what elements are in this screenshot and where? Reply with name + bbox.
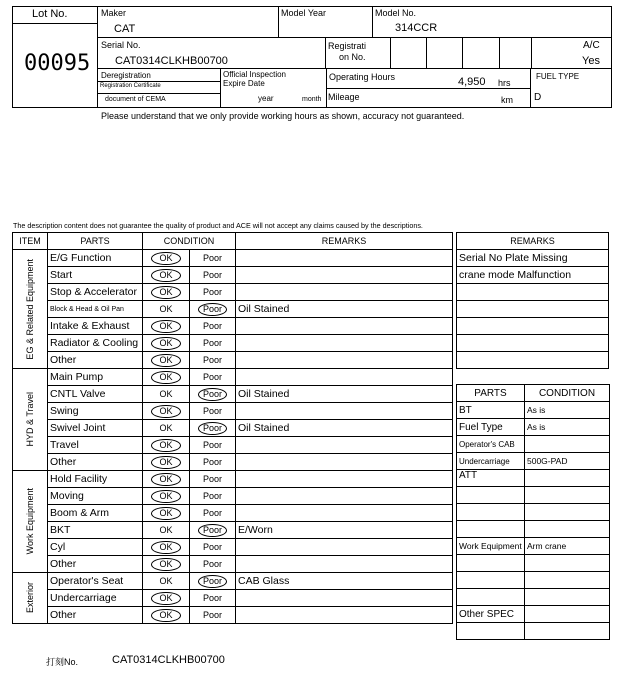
registration-box-4 xyxy=(499,37,532,69)
condition-poor-cell xyxy=(190,539,236,556)
parts-box-part: Fuel Type xyxy=(457,419,525,436)
condition-ok-cell xyxy=(143,335,190,352)
we-space xyxy=(457,572,525,589)
operating-hours-label: Operating Hours xyxy=(329,72,396,82)
remark: CAB Glass xyxy=(236,573,453,590)
table-row xyxy=(13,505,453,522)
remarks-box-wrap xyxy=(456,232,609,369)
spec-space xyxy=(457,623,525,640)
parts-box-condition xyxy=(525,436,610,453)
condition-poor-cell xyxy=(190,505,236,522)
header-remarks: REMARKS xyxy=(236,233,453,250)
we-space xyxy=(457,555,525,572)
parts-box-row xyxy=(457,470,610,487)
condition-ok-cell xyxy=(143,301,190,318)
table-row xyxy=(13,539,453,556)
remarks-line xyxy=(457,301,609,318)
remark xyxy=(236,488,453,505)
parts-box-header-condition: CONDITION xyxy=(525,385,610,402)
condition-ok: OK xyxy=(151,354,180,367)
registration-label-2: on No. xyxy=(339,52,366,62)
table-row xyxy=(13,267,453,284)
dereg-sep-2 xyxy=(97,93,221,94)
section-label: HYD & Travel xyxy=(25,392,35,447)
table-row xyxy=(13,250,453,267)
parts-box-part: BT xyxy=(457,402,525,419)
we-space xyxy=(457,589,525,606)
att-space xyxy=(525,521,610,538)
part-name: Other xyxy=(48,352,143,369)
we-space xyxy=(525,555,610,572)
part-name: Start xyxy=(48,267,143,284)
condition-ok: OK xyxy=(159,388,173,399)
condition-ok: OK xyxy=(159,524,173,535)
part-name: Moving xyxy=(48,488,143,505)
model-no-value: 314CCR xyxy=(395,22,438,34)
table-row xyxy=(13,454,453,471)
condition-poor-cell xyxy=(190,454,236,471)
condition-ok: OK xyxy=(151,456,180,469)
footer-label: 打刻No. xyxy=(46,657,79,667)
parts-box-condition: 500G-PAD xyxy=(525,453,610,470)
part-name: Swing xyxy=(48,403,143,420)
mileage-label: Mileage xyxy=(328,92,360,102)
remark xyxy=(236,539,453,556)
condition-ok-cell xyxy=(143,505,190,522)
condition-poor: Poor xyxy=(202,439,222,450)
condition-poor-cell xyxy=(190,301,236,318)
remarks-line-row xyxy=(457,318,609,335)
parts-box-condition: As is xyxy=(525,402,610,419)
parts-box-row xyxy=(457,436,610,453)
condition-poor-cell xyxy=(190,284,236,301)
condition-poor-cell xyxy=(190,437,236,454)
dereg-sub1: Registration Certificate xyxy=(100,83,161,89)
condition-poor: Poor xyxy=(202,490,222,501)
condition-ok-cell xyxy=(143,403,190,420)
condition-ok: OK xyxy=(151,609,180,622)
condition-poor-cell xyxy=(190,522,236,539)
condition-poor-cell xyxy=(190,369,236,386)
parts-box-row xyxy=(457,521,610,538)
condition-poor: Poor xyxy=(202,354,222,365)
registration-label-1: Registrati xyxy=(328,41,367,51)
header-item: ITEM xyxy=(13,233,48,250)
table-row xyxy=(13,420,453,437)
fuel-type-value: D xyxy=(534,92,542,103)
lot-number: 00095 xyxy=(24,51,91,76)
condition-poor: Poor xyxy=(202,507,222,518)
condition-poor-cell xyxy=(190,267,236,284)
model-no-label: Model No. xyxy=(375,8,417,18)
dereg-sep-1 xyxy=(97,81,221,82)
condition-ok: OK xyxy=(151,286,180,299)
condition-ok: OK xyxy=(151,405,180,418)
work-equipment-label: Work Equipment xyxy=(457,538,525,555)
remarks-box xyxy=(456,232,609,369)
section-label-cell xyxy=(13,369,48,471)
section-label-cell xyxy=(13,471,48,573)
remark: Oil Stained xyxy=(236,420,453,437)
condition-poor-cell xyxy=(190,573,236,590)
remarks-line-row xyxy=(457,352,609,369)
condition-ok: OK xyxy=(151,371,180,384)
registration-box-3 xyxy=(462,37,500,69)
parts-box-row xyxy=(457,453,610,470)
condition-ok: OK xyxy=(151,269,180,282)
remark xyxy=(236,250,453,267)
fuel-type-label: FUEL TYPE xyxy=(536,72,580,81)
part-name: Other xyxy=(48,454,143,471)
condition-ok: OK xyxy=(151,439,180,452)
remark: E/Worn xyxy=(236,522,453,539)
lot-label: Lot No. xyxy=(32,8,68,20)
part-name: CNTL Valve xyxy=(48,386,143,403)
parts-box-part: Undercarriage xyxy=(457,453,525,470)
serial-label: Serial No. xyxy=(101,40,141,50)
condition-ok: OK xyxy=(151,252,180,265)
maker-value: CAT xyxy=(114,23,136,35)
ac-value: Yes xyxy=(582,55,600,67)
condition-poor: Poor xyxy=(202,558,222,569)
condition-ok: OK xyxy=(151,473,180,486)
hours-note: Please understand that we only provide working hours as shown, accuracy not guaranteed. xyxy=(101,111,465,121)
att-space xyxy=(457,504,525,521)
condition-poor-cell xyxy=(190,607,236,624)
condition-poor: Poor xyxy=(198,422,227,435)
remarks-line xyxy=(457,318,609,335)
year-label: year xyxy=(258,94,274,103)
header-parts: PARTS xyxy=(48,233,143,250)
header-block xyxy=(12,6,612,108)
condition-ok-cell xyxy=(143,488,190,505)
table-row xyxy=(13,607,453,624)
other-spec-label: Other SPEC xyxy=(457,606,525,623)
table-row xyxy=(13,403,453,420)
operating-hours-value: 4,950 xyxy=(458,76,486,88)
we-space xyxy=(525,572,610,589)
condition-ok: OK xyxy=(159,303,173,314)
table-header-row xyxy=(13,233,453,250)
table-row xyxy=(13,488,453,505)
condition-poor: Poor xyxy=(198,388,227,401)
parts-box xyxy=(456,384,610,640)
condition-ok-cell xyxy=(143,539,190,556)
condition-ok-cell xyxy=(143,284,190,301)
condition-poor: Poor xyxy=(202,286,222,297)
parts-box-row xyxy=(457,419,610,436)
part-name: Intake & Exhaust xyxy=(48,318,143,335)
part-name: Radiator & Cooling xyxy=(48,335,143,352)
condition-ok: OK xyxy=(159,422,173,433)
part-name: Main Pump xyxy=(48,369,143,386)
remarks-line-row xyxy=(457,301,609,318)
att-space xyxy=(525,504,610,521)
condition-poor: Poor xyxy=(202,405,222,416)
remark xyxy=(236,454,453,471)
att-value xyxy=(525,470,610,487)
condition-poor: Poor xyxy=(202,609,222,620)
remark xyxy=(236,556,453,573)
table-row xyxy=(13,352,453,369)
remark xyxy=(236,403,453,420)
remark xyxy=(236,284,453,301)
table-row xyxy=(13,335,453,352)
part-name: E/G Function xyxy=(48,250,143,267)
parts-box-row xyxy=(457,606,610,623)
condition-ok-cell xyxy=(143,420,190,437)
remarks-line-row xyxy=(457,250,609,267)
condition-ok-cell xyxy=(143,454,190,471)
model-year-label: Model Year xyxy=(281,8,327,18)
parts-box-row xyxy=(457,623,610,640)
condition-poor-cell xyxy=(190,403,236,420)
condition-ok-cell xyxy=(143,352,190,369)
remarks-box-header: REMARKS xyxy=(457,233,609,250)
condition-ok-cell xyxy=(143,573,190,590)
remarks-line xyxy=(457,284,609,301)
condition-ok-cell xyxy=(143,556,190,573)
registration-box-1 xyxy=(390,37,427,69)
section-label: EG & Related Equipment xyxy=(25,258,35,360)
parts-box-row xyxy=(457,555,610,572)
remarks-line: Serial No Plate Missing xyxy=(457,250,609,267)
remark xyxy=(236,505,453,522)
condition-ok-cell xyxy=(143,471,190,488)
part-name: Travel xyxy=(48,437,143,454)
parts-box-condition: As is xyxy=(525,419,610,436)
condition-ok-cell xyxy=(143,318,190,335)
part-name: Hold Facility xyxy=(48,471,143,488)
section-label-cell xyxy=(13,573,48,624)
condition-ok: OK xyxy=(151,320,180,333)
condition-poor-cell xyxy=(190,386,236,403)
condition-poor: Poor xyxy=(202,337,222,348)
work-equipment-value: Arm crane xyxy=(525,538,610,555)
remark xyxy=(236,607,453,624)
condition-poor: Poor xyxy=(202,371,222,382)
condition-poor: Poor xyxy=(198,303,227,316)
remarks-line xyxy=(457,352,609,369)
condition-poor: Poor xyxy=(202,473,222,484)
remark xyxy=(236,335,453,352)
remark xyxy=(236,437,453,454)
condition-ok: OK xyxy=(151,337,180,350)
km-unit: km xyxy=(501,95,513,105)
att-space xyxy=(525,487,610,504)
condition-ok: OK xyxy=(151,490,180,503)
condition-poor: Poor xyxy=(198,575,227,588)
remark xyxy=(236,471,453,488)
part-name: Block & Head & Oil Pan xyxy=(48,301,143,318)
dereg-label: Deregistration xyxy=(101,71,151,80)
condition-poor-cell xyxy=(190,318,236,335)
att-space xyxy=(457,487,525,504)
remark xyxy=(236,267,453,284)
condition-ok-cell xyxy=(143,250,190,267)
condition-ok: OK xyxy=(151,507,180,520)
condition-ok: OK xyxy=(159,575,173,586)
condition-ok-cell xyxy=(143,607,190,624)
hrs-unit: hrs xyxy=(498,78,511,88)
parts-box-row xyxy=(457,504,610,521)
parts-box-header-row xyxy=(457,385,610,402)
parts-box-row xyxy=(457,487,610,504)
remark xyxy=(236,318,453,335)
part-name: Cyl xyxy=(48,539,143,556)
remarks-line: crane mode Malfunction xyxy=(457,267,609,284)
spec-space xyxy=(525,623,610,640)
parts-box-row xyxy=(457,572,610,589)
hours-sep xyxy=(326,88,531,89)
registration-box-2 xyxy=(426,37,463,69)
remark: Oil Stained xyxy=(236,301,453,318)
condition-poor: Poor xyxy=(202,320,222,331)
table-row xyxy=(13,318,453,335)
condition-poor: Poor xyxy=(202,592,222,603)
condition-poor: Poor xyxy=(202,541,222,552)
table-row xyxy=(13,522,453,539)
remarks-line-row xyxy=(457,284,609,301)
inspection-label-1: Official Inspection xyxy=(223,70,286,79)
part-name: BKT xyxy=(48,522,143,539)
serial-value: CAT0314CLKHB00700 xyxy=(115,55,228,67)
att-space xyxy=(457,521,525,538)
remark xyxy=(236,369,453,386)
part-name: Other xyxy=(48,607,143,624)
att-label: ATT xyxy=(457,470,525,487)
inspection-label-2: Expire Date xyxy=(223,79,265,88)
condition-ok: OK xyxy=(151,541,180,554)
main-table-wrap xyxy=(12,232,453,624)
condition-poor-cell xyxy=(190,590,236,607)
ac-label: A/C xyxy=(583,40,600,51)
remark xyxy=(236,352,453,369)
part-name: Stop & Accelerator xyxy=(48,284,143,301)
condition-table-body xyxy=(13,233,453,624)
parts-box-header-parts: PARTS xyxy=(457,385,525,402)
table-row xyxy=(13,437,453,454)
table-row xyxy=(13,556,453,573)
condition-ok-cell xyxy=(143,437,190,454)
condition-ok-cell xyxy=(143,522,190,539)
footer-value: CAT0314CLKHB00700 xyxy=(112,654,225,666)
table-row xyxy=(13,386,453,403)
condition-ok: OK xyxy=(151,558,180,571)
remarks-line xyxy=(457,335,609,352)
condition-poor-cell xyxy=(190,352,236,369)
remarks-line-row xyxy=(457,267,609,284)
parts-box-row xyxy=(457,538,610,555)
table-row xyxy=(13,369,453,386)
section-label: Work Equipment xyxy=(25,488,35,555)
we-space xyxy=(525,589,610,606)
remark: Oil Stained xyxy=(236,386,453,403)
condition-poor-cell xyxy=(190,488,236,505)
condition-ok: OK xyxy=(151,592,180,605)
table-row xyxy=(13,301,453,318)
condition-poor-cell xyxy=(190,335,236,352)
remark xyxy=(236,590,453,607)
condition-poor: Poor xyxy=(198,524,227,537)
other-spec-value xyxy=(525,606,610,623)
parts-box-part: Operator's CAB xyxy=(457,436,525,453)
section-label-cell xyxy=(13,250,48,369)
condition-ok-cell xyxy=(143,369,190,386)
condition-poor-cell xyxy=(190,556,236,573)
header-condition: CONDITION xyxy=(143,233,236,250)
parts-box-row xyxy=(457,589,610,606)
parts-box-row xyxy=(457,402,610,419)
condition-table xyxy=(12,232,453,624)
parts-box-wrap xyxy=(456,384,610,640)
table-row xyxy=(13,590,453,607)
month-label: month xyxy=(302,96,322,103)
table-row xyxy=(13,573,453,590)
table-row xyxy=(13,284,453,301)
condition-poor-cell xyxy=(190,471,236,488)
part-name: Other xyxy=(48,556,143,573)
table-row xyxy=(13,471,453,488)
condition-poor: Poor xyxy=(202,456,222,467)
condition-ok-cell xyxy=(143,590,190,607)
condition-poor: Poor xyxy=(202,252,222,263)
part-name: Boom & Arm xyxy=(48,505,143,522)
condition-ok-cell xyxy=(143,267,190,284)
disclaimer: The description content does not guarantee the quality of product and ACE will not accept any claims caused by the descriptions. xyxy=(13,221,423,230)
condition-ok-cell xyxy=(143,386,190,403)
condition-poor-cell xyxy=(190,420,236,437)
dereg-sub2: document of CEMA xyxy=(105,96,166,103)
section-label: Exterior xyxy=(25,582,35,614)
remarks-line-row xyxy=(457,335,609,352)
maker-label: Maker xyxy=(101,8,127,18)
part-name: Operator's Seat xyxy=(48,573,143,590)
part-name: Undercarriage xyxy=(48,590,143,607)
condition-poor: Poor xyxy=(202,269,222,280)
condition-poor-cell xyxy=(190,250,236,267)
part-name: Swivel Joint xyxy=(48,420,143,437)
